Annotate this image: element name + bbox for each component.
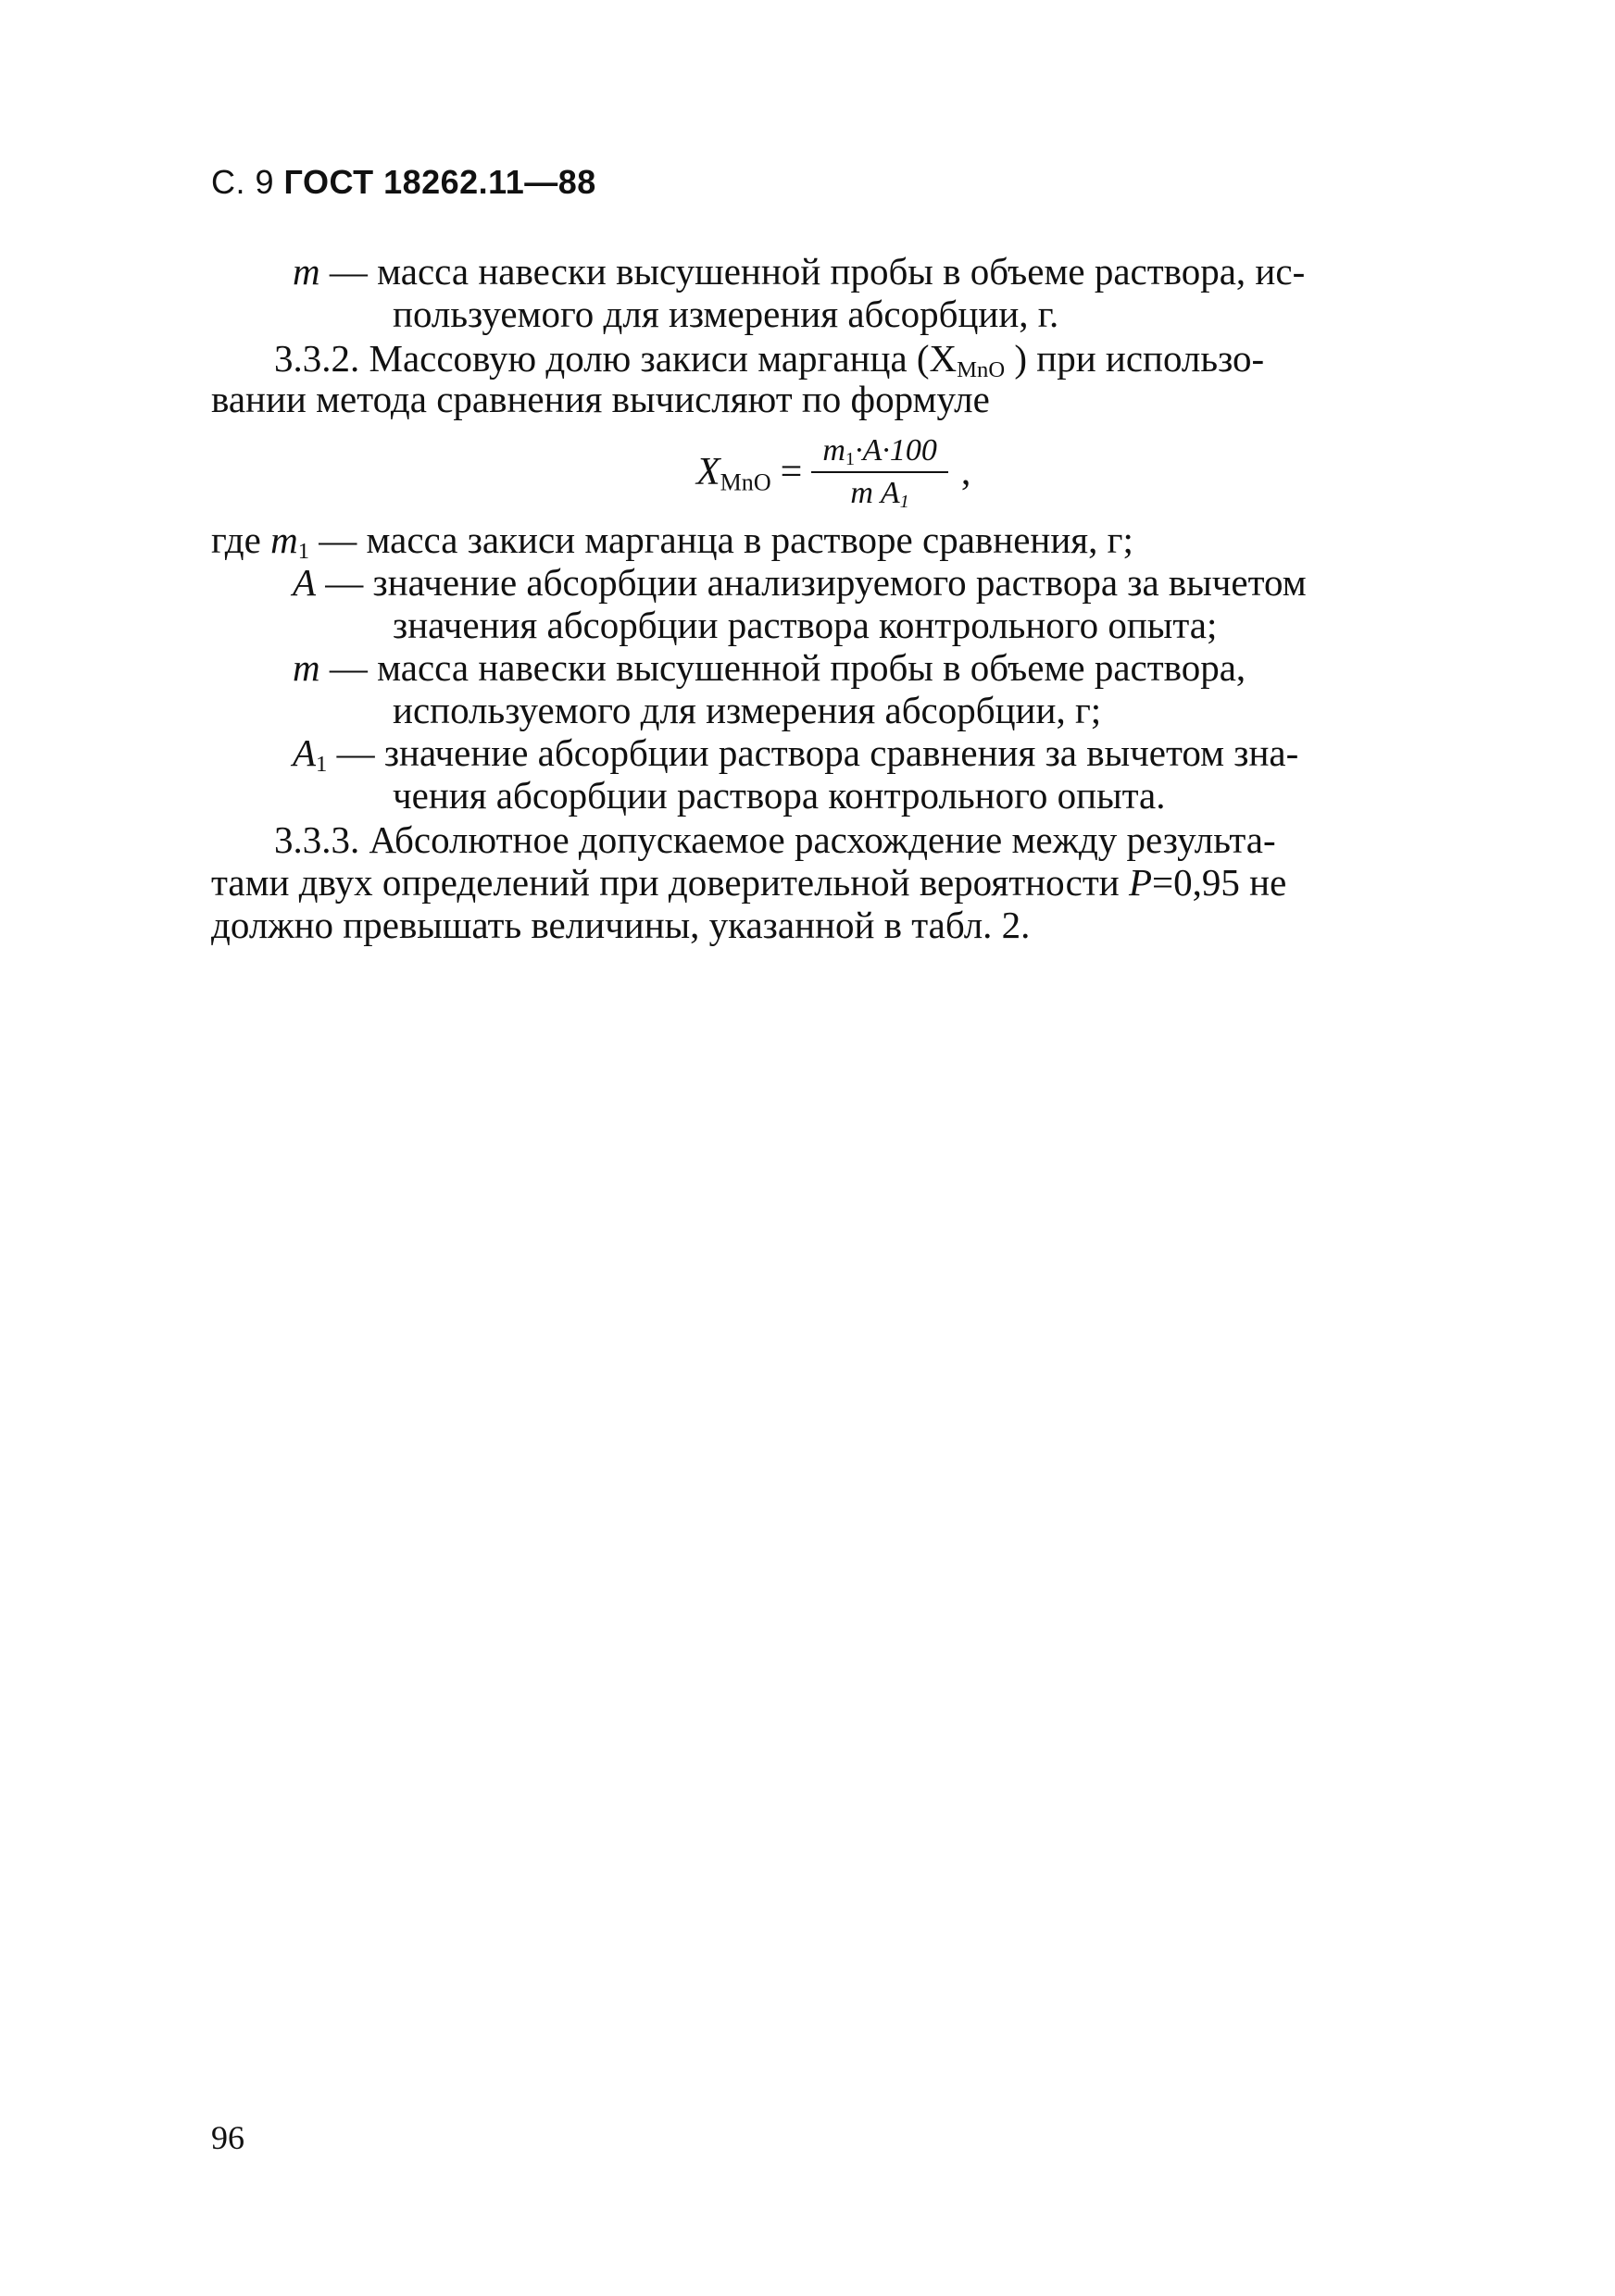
def-m-text2: пользуемого для измерения абсорбции, г. [393, 293, 1059, 335]
where-m-line1 [293, 646, 1246, 689]
where-A-line2 [393, 604, 1217, 646]
where-A1-symbol: A [293, 731, 317, 774]
formula-fraction [811, 432, 948, 512]
where-A-symbol: A [293, 561, 317, 604]
def-m-symbol: m [293, 250, 320, 293]
formula-numerator: $m_1\cdot A\cdot 100$ [811, 432, 948, 473]
para-333-text3: должно превышать величины, указанной в табл. 2. [211, 904, 1031, 946]
para-332-sub: MnO [957, 357, 1006, 383]
where-m-line2 [393, 689, 1101, 731]
where-m-symbol: m [293, 646, 320, 689]
header-page-label: С. 9 [211, 163, 275, 201]
def-m-line2 [393, 293, 1058, 335]
para-332-text1a: 3.3.2. Массовую долю закиси марганца (X [274, 337, 958, 380]
where-A1-line2 [393, 774, 1166, 817]
where-m1-symbol: m [270, 518, 298, 561]
where-A-text2: значения абсорбции раствора контрольного опыта; [393, 604, 1218, 646]
formula-denominator: m $A_1$ [850, 476, 909, 513]
where-lead: где [211, 518, 261, 561]
where-A1-sub: 1 [316, 752, 328, 778]
page-header [211, 163, 596, 202]
where-m1-sub: 1 [297, 539, 309, 565]
para-333-line1 [274, 818, 1276, 861]
para-332-line2 [211, 378, 990, 420]
header-standard: ГОСТ 18262.11—88 [283, 163, 596, 201]
where-m-text1: — масса навески высушенной пробы в объеме раствора, [319, 646, 1246, 689]
def-m-text1: — масса навески высушенной пробы в объеме раствора, ис- [319, 250, 1306, 293]
where-A-line1 [293, 561, 1307, 604]
formula-equals: = [780, 451, 803, 493]
where-A1-text1: — значение абсорбции раствора сравнения за вычетом зна- [327, 731, 1299, 774]
para-332-line1 [274, 337, 1265, 383]
def-m-line1 [293, 250, 1496, 293]
formula-lhs: $X_{MnO}$ [696, 451, 771, 496]
where-m-text2: используемого для измерения абсорбции, г; [393, 689, 1102, 731]
where-A1-line1 [293, 731, 1299, 778]
page-number: 96 [211, 2119, 244, 2156]
para-333-P: P [1128, 861, 1152, 904]
para-333-line2 [211, 861, 1286, 904]
para-332-text1b: ) при использо- [1014, 337, 1265, 380]
formula-comma: , [960, 451, 971, 493]
where-m1-line [211, 518, 1133, 565]
para-333-text2b: =0,95 не [1152, 861, 1287, 904]
para-332-text2: вании метода сравнения вычисляют по формуле [211, 378, 990, 420]
para-333-text2a: тами двух определений при доверительной вероятности [211, 861, 1129, 904]
where-m1-text: — масса закиси марганца в растворе сравнения, г; [309, 518, 1133, 561]
para-333-text1: 3.3.3. Абсолютное допускаемое расхождение между результа- [274, 818, 1276, 861]
para-333-line3 [211, 904, 1030, 946]
where-A1-text2: чения абсорбции раствора контрольного опыта. [393, 774, 1166, 817]
formula-xmno [696, 426, 970, 518]
where-A-text1: — значение абсорбции анализируемого раствора за вычетом [316, 561, 1307, 604]
